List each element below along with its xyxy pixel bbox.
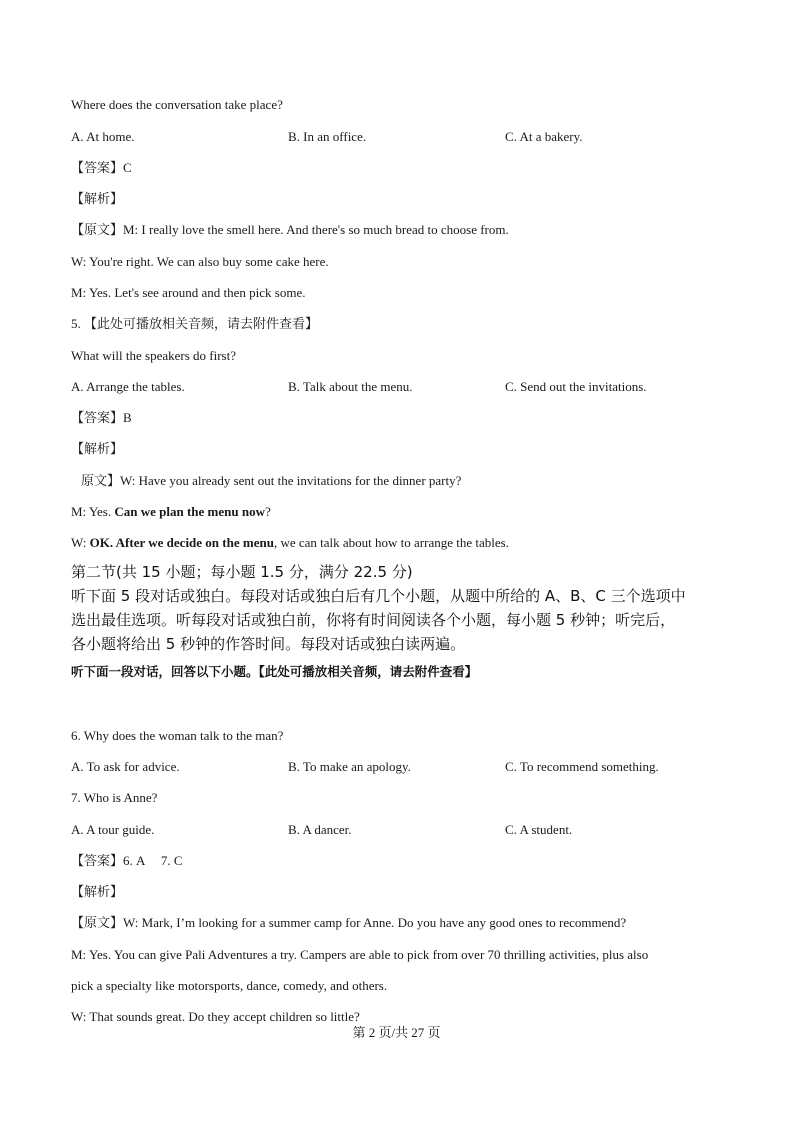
transcript-line: 【原文】W: Mark, I’m looking for a summer camp for Anne. Do you have any good ones to recommend? xyxy=(71,915,627,930)
transcript-line: W: You're right. We can also buy some cake here. xyxy=(71,254,329,269)
transcript-line: M: Yes. Let's see around and then pick some. xyxy=(71,285,306,300)
option-c: C. At a bakery. xyxy=(505,129,583,144)
question-text: 6. Why does the woman talk to the man? xyxy=(71,728,284,743)
option-b: B. A dancer. xyxy=(288,822,352,837)
page-footer: 第 2 页/共 27 页 xyxy=(352,1025,441,1040)
analysis-label: 【解析】 xyxy=(71,191,124,206)
option-a: A. To ask for advice. xyxy=(71,759,180,774)
answer-label: 【答案】6. A 7. C xyxy=(71,853,183,868)
option-a: A. A tour guide. xyxy=(71,822,155,837)
section-instruction: 听下面 5 段对话或独白。每段对话或独白后有几个小题，从题中所给的 A、B、C 三个选项中 xyxy=(71,587,686,605)
transcript-line: M: Yes. You can give Pali Adventures a try. Campers are able to pick from over 70 thrilling activities, plus also xyxy=(71,947,649,962)
option-b: B. Talk about the menu. xyxy=(288,379,413,394)
option-c: C. To recommend something. xyxy=(505,759,659,774)
question-number-note: 5. 【此处可播放相关音频，请去附件查看】 xyxy=(71,316,319,331)
question-text: What will the speakers do first? xyxy=(71,348,236,363)
analysis-label: 【解析】 xyxy=(71,441,124,456)
analysis-label: 【解析】 xyxy=(71,884,124,899)
transcript-line: 原文】W: Have you already sent out the invitations for the dinner party? xyxy=(81,473,462,488)
answer-label: 【答案】B xyxy=(71,410,132,425)
transcript-line: pick a specialty like motorsports, dance, comedy, and others. xyxy=(71,978,388,993)
transcript-line: 【原文】M: I really love the smell here. And there's so much bread to choose from. xyxy=(71,222,509,237)
section-instruction: 各小题将给出 5 秒钟的作答时间。每段对话或独白读两遍。 xyxy=(71,635,466,653)
section-title: 第二节(共 15 小题；每小题 1.5 分，满分 22.5 分) xyxy=(71,563,413,581)
option-b: B. In an office. xyxy=(288,129,367,144)
question-text: Where does the conversation take place? xyxy=(71,97,283,112)
option-c: C. Send out the invitations. xyxy=(505,379,647,394)
option-a: A. Arrange the tables. xyxy=(71,379,185,394)
transcript-line: M: Yes. Can we plan the menu now? xyxy=(71,504,271,519)
section-instruction: 选出最佳选项。听每段对话或独白前，你将有时间阅读各个小题，每小题 5 秒钟；听完后， xyxy=(71,611,676,629)
option-b: B. To make an apology. xyxy=(288,759,411,774)
transcript-line: W: OK. After we decide on the menu, we can talk about how to arrange the tables. xyxy=(71,535,509,550)
transcript-line: W: That sounds great. Do they accept children so little? xyxy=(71,1009,360,1024)
question-text: 7. Who is Anne? xyxy=(71,790,158,805)
option-a: A. At home. xyxy=(71,129,135,144)
sub-instruction: 听下面一段对话，回答以下小题。【此处可播放相关音频，请去附件查看】 xyxy=(71,664,478,679)
option-c: C. A student. xyxy=(505,822,573,837)
answer-label: 【答案】C xyxy=(71,160,132,175)
